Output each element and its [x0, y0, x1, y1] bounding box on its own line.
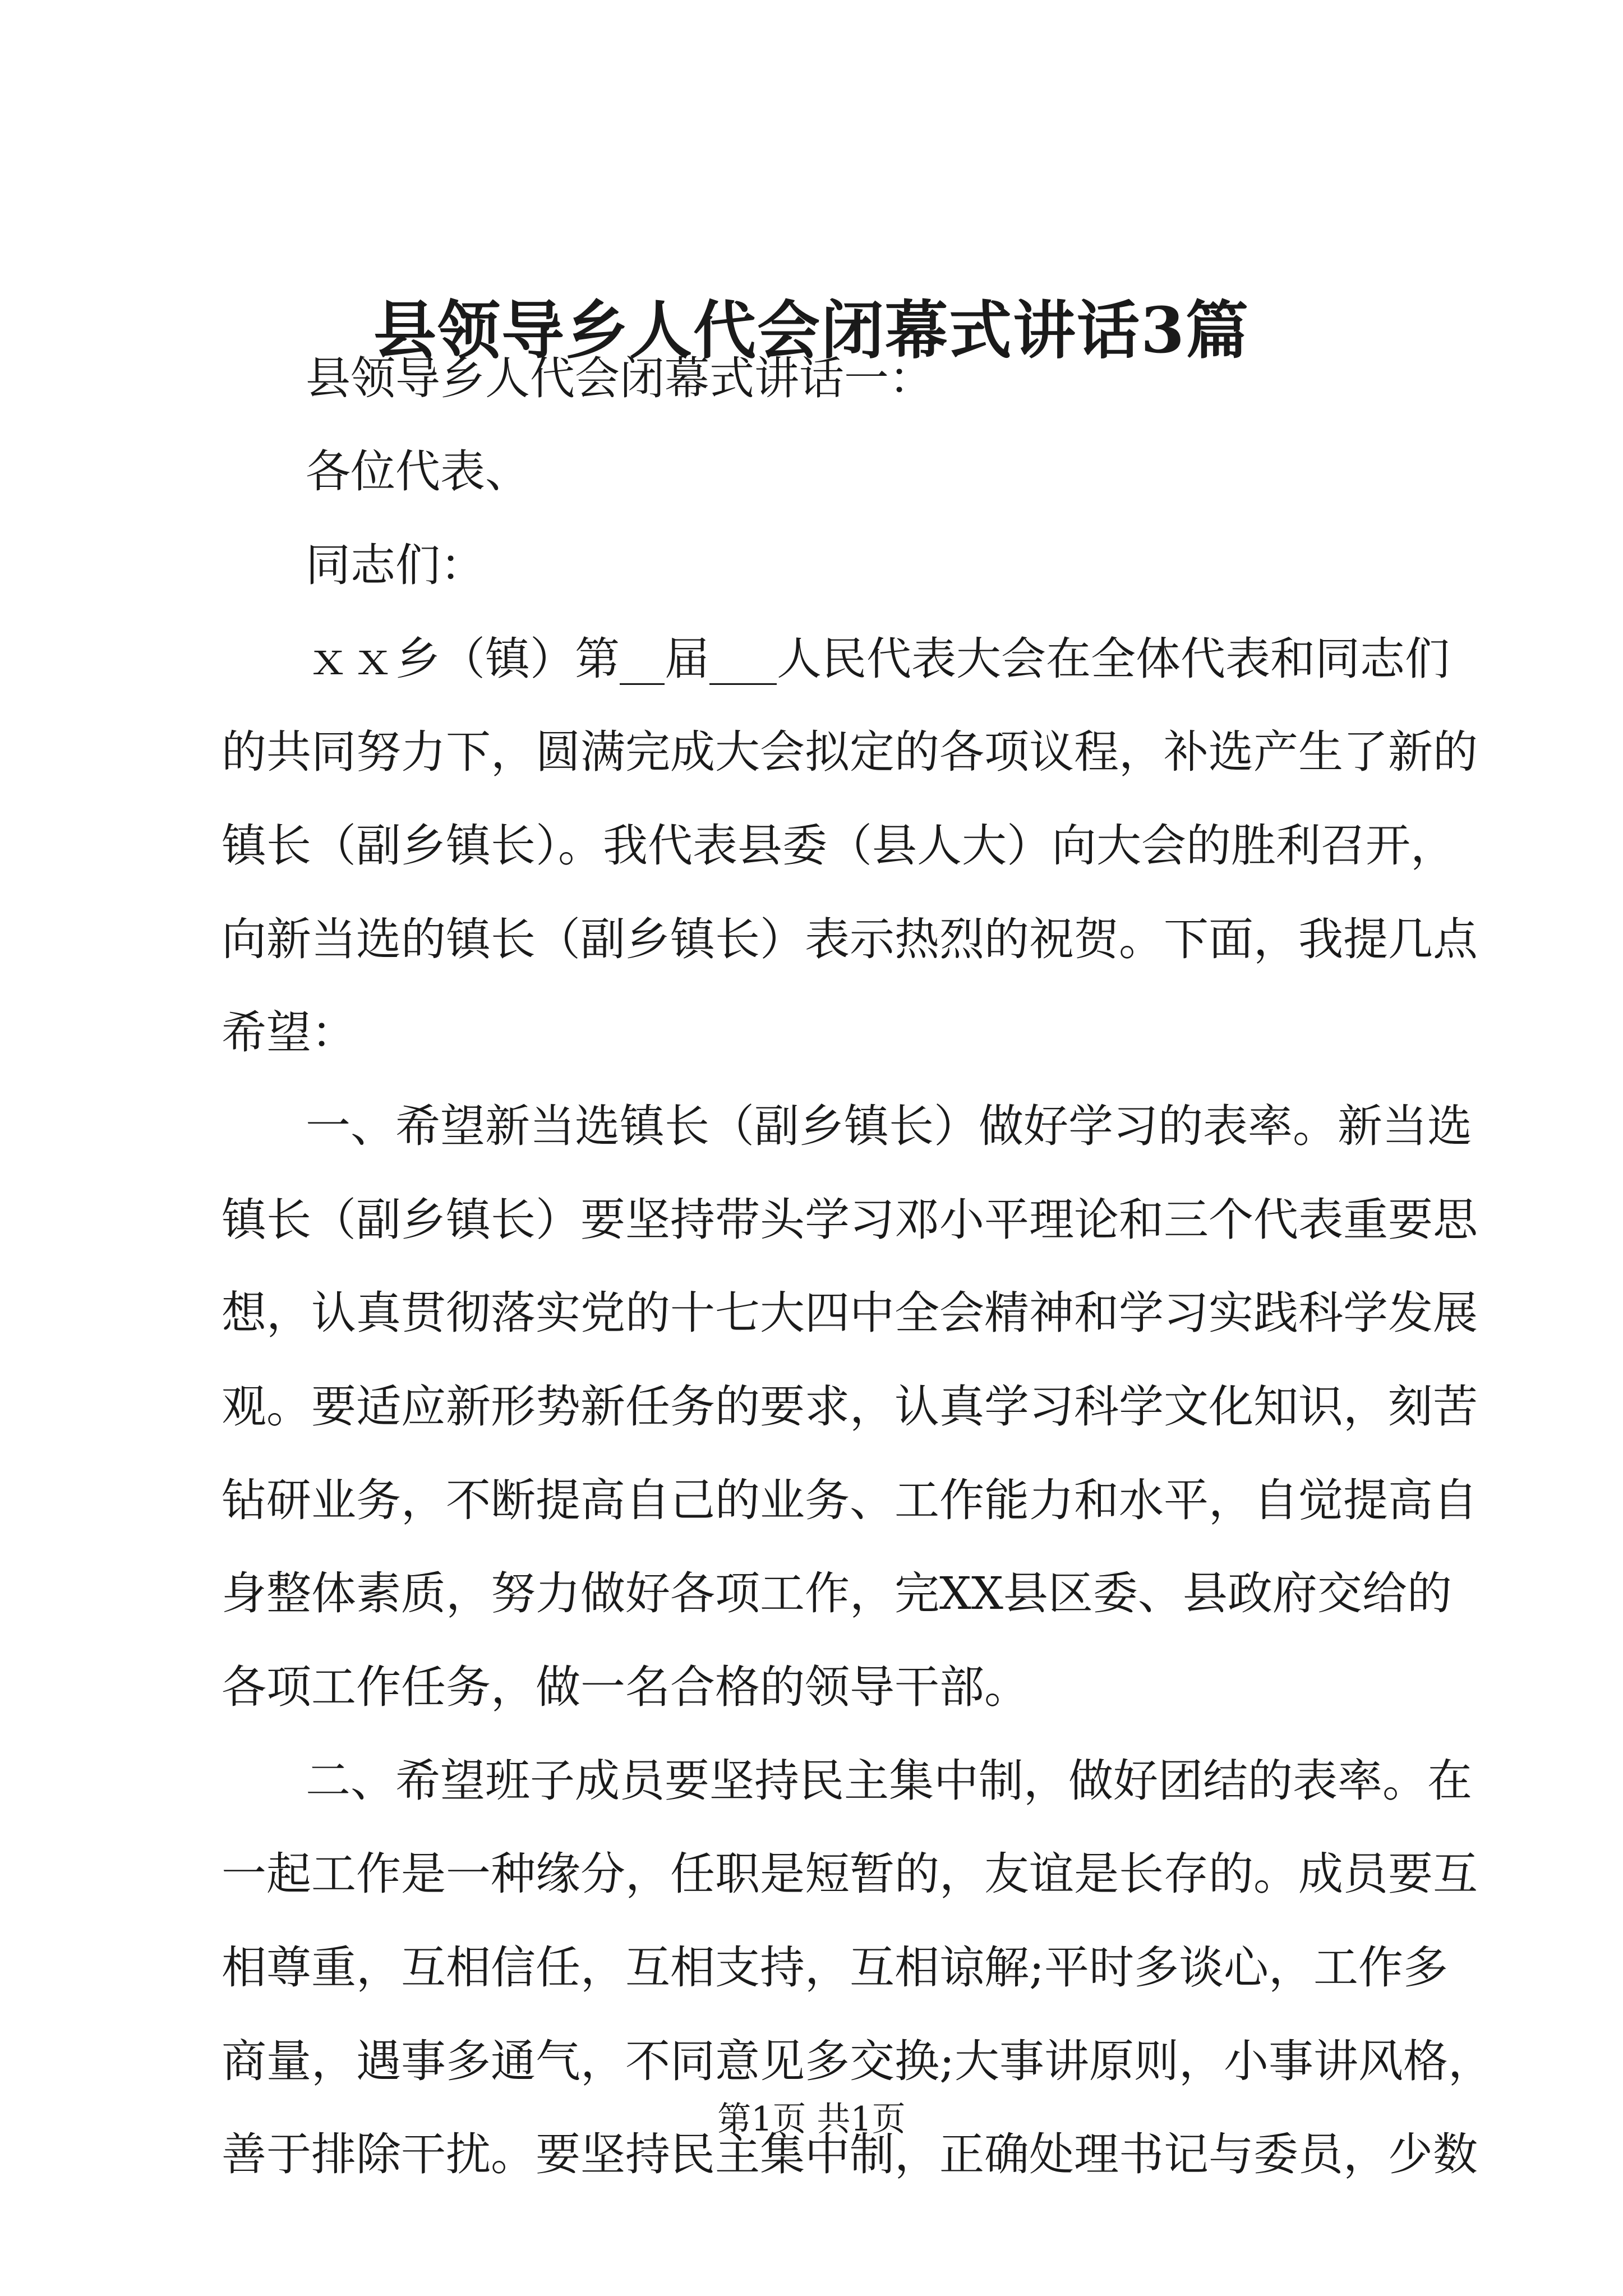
paragraph-line: 镇长（副乡镇长）要坚持带头学习邓小平理论和三个代表重要思 — [222, 1194, 1478, 1246]
paragraph-line: 钻研业务，不断提高自己的业务、工作能力和水平，自觉提高自 — [222, 1474, 1478, 1526]
paragraph-line: 身整体素质，努力做好各项工作，完XX县区委、县政府交给的 — [222, 1567, 1452, 1619]
paragraph-line: 商量，遇事多通气，不同意见多交换;大事讲原则，小事讲风格， — [222, 2035, 1493, 2087]
page-number: 第1页 共1页 — [717, 2100, 906, 2139]
paragraph-line: 想，认真贯彻落实党的十七大四中全会精神和学习实践科学发展 — [222, 1287, 1478, 1339]
paragraph-line: 观。要适应新形势新任务的要求，认真学习科学文化知识，刻苦 — [222, 1381, 1478, 1433]
paragraph-line: ｘｘ乡（镇）第__届___人民代表大会在全体代表和同志们 — [306, 633, 1450, 685]
paragraph-line: 各项工作任务，做一名合格的领导干部。 — [222, 1661, 1029, 1713]
paragraph-line: 相尊重，互相信任，互相支持，互相谅解;平时多谈心，工作多 — [222, 1941, 1448, 1994]
paragraph-line: 二、希望班子成员要坚持民主集中制，做好团结的表率。在 — [306, 1755, 1472, 1807]
paragraph-line: 向新当选的镇长（副乡镇长）表示热烈的祝贺。下面，我提几点 — [222, 913, 1478, 965]
salutation-line: 各位代表、 — [306, 445, 530, 498]
document-title: 县领导乡人代会闭幕式讲话3篇 — [374, 294, 1249, 367]
intro-heading: 县领导乡人代会闭幕式讲话一： — [306, 352, 934, 404]
paragraph-line: 的共同努力下，圆满完成大会拟定的各项议程，补选产生了新的 — [222, 726, 1478, 778]
paragraph-line: 希望： — [222, 1006, 356, 1059]
paragraph-line: 一起工作是一种缘分，任职是短暂的，友谊是长存的。成员要互 — [222, 1848, 1478, 1900]
paragraph-line: 善于排除干扰。要坚持民主集中制，正确处理书记与委员，少数 — [222, 2128, 1478, 2180]
salutation-line: 同志们： — [306, 539, 485, 591]
paragraph-line: 镇长（副乡镇长）。我代表县委（县人大）向大会的胜利召开， — [222, 820, 1455, 872]
paragraph-line: 一、希望新当选镇长（副乡镇长）做好学习的表率。新当选 — [306, 1100, 1472, 1152]
